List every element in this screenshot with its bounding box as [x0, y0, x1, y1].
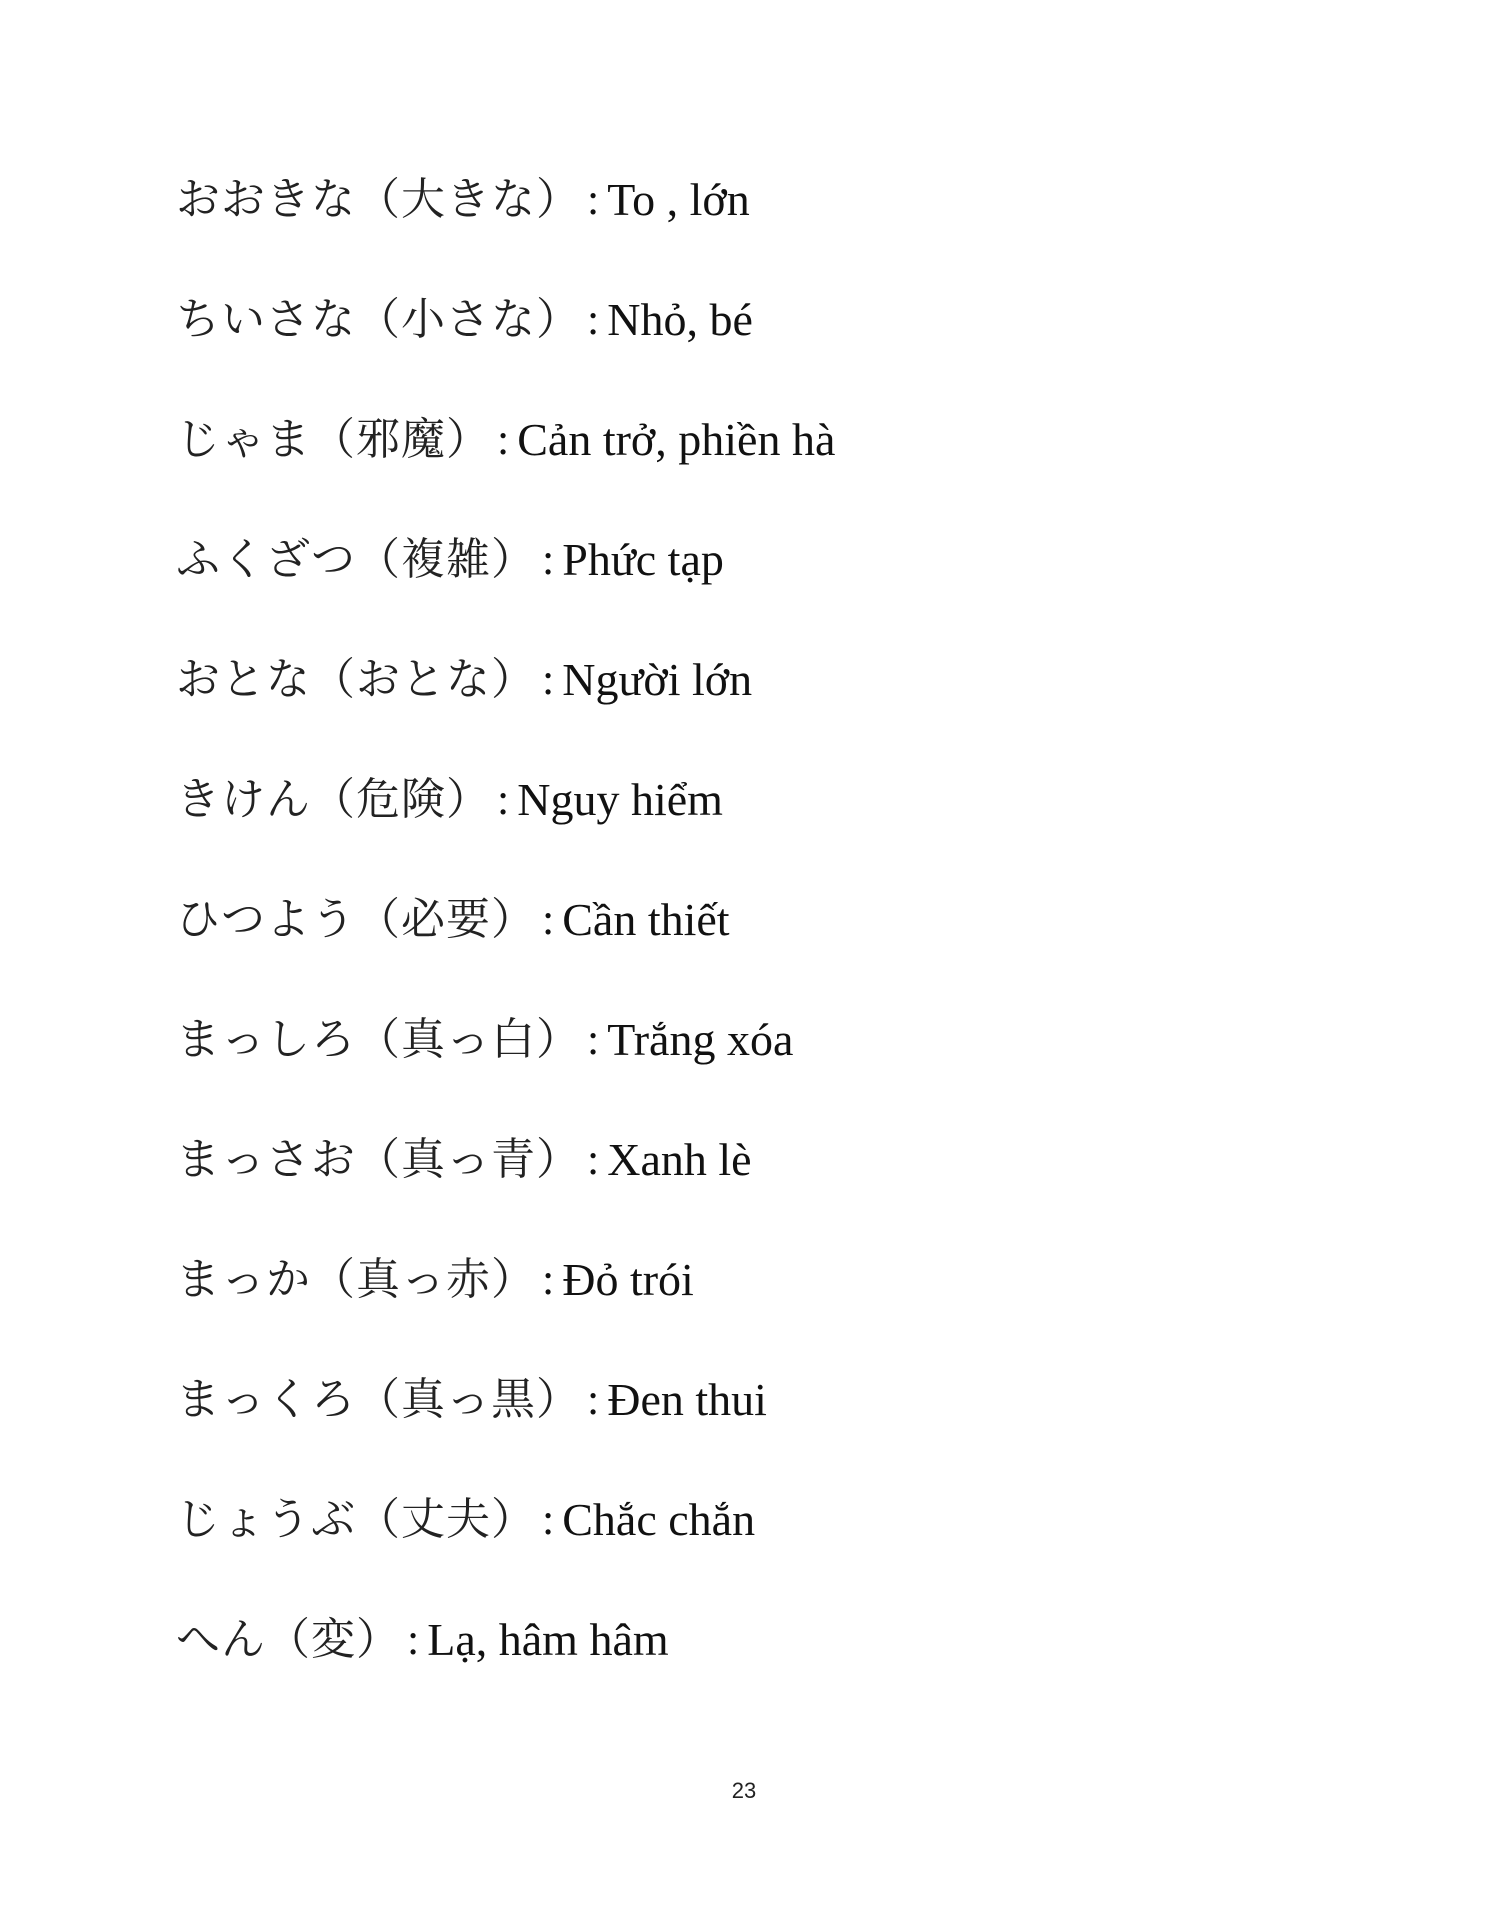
vocab-item — [176, 772, 835, 892]
vietnamese-meaning: Cản trở, phiền hà — [517, 414, 836, 465]
vietnamese-meaning: Trắng xóa — [607, 1014, 794, 1065]
vocab-item — [176, 412, 835, 532]
japanese-term: おとな（おとな） — [176, 654, 536, 705]
separator: : — [587, 1135, 600, 1184]
separator: : — [542, 895, 555, 944]
vocab-item — [176, 892, 835, 1012]
separator: : — [542, 1495, 555, 1544]
separator: : — [542, 535, 555, 584]
japanese-term: ちいさな（小さな） — [176, 294, 581, 345]
separator: : — [587, 175, 600, 224]
vietnamese-meaning: Nguy hiểm — [517, 774, 723, 825]
vietnamese-meaning: Đỏ trói — [562, 1254, 694, 1305]
separator: : — [542, 655, 555, 704]
separator: : — [587, 1375, 600, 1424]
vocabulary-list — [176, 172, 835, 1732]
japanese-term: まっくろ（真っ黒） — [176, 1374, 581, 1425]
japanese-term: まっさお（真っ青） — [176, 1134, 581, 1185]
separator: : — [407, 1615, 420, 1664]
vocab-item — [176, 1372, 835, 1492]
vietnamese-meaning: Lạ, hâm hâm — [427, 1614, 669, 1665]
vietnamese-meaning: Phức tạp — [562, 534, 724, 585]
vocab-item — [176, 1252, 835, 1372]
separator: : — [542, 1255, 555, 1304]
japanese-term: ひつよう（必要） — [176, 894, 536, 945]
vocab-item — [176, 1612, 835, 1732]
vietnamese-meaning: Người lớn — [562, 654, 753, 705]
vocab-item — [176, 1492, 835, 1612]
vietnamese-meaning: Đen thui — [607, 1374, 767, 1425]
vocab-item — [176, 172, 835, 292]
japanese-term: まっしろ（真っ白） — [176, 1014, 581, 1065]
vietnamese-meaning: Chắc chắn — [562, 1494, 756, 1545]
japanese-term: へん（変） — [176, 1614, 401, 1665]
japanese-term: じゃま（邪魔） — [176, 414, 491, 465]
japanese-term: ふくざつ（複雑） — [176, 534, 536, 585]
japanese-term: まっか（真っ赤） — [176, 1254, 536, 1305]
separator: : — [587, 295, 600, 344]
vocab-item — [176, 652, 835, 772]
vocab-item — [176, 532, 835, 652]
vietnamese-meaning: Cần thiết — [562, 894, 730, 945]
vietnamese-meaning: Xanh lè — [607, 1134, 752, 1185]
vietnamese-meaning: To , lớn — [607, 174, 750, 225]
vietnamese-meaning: Nhỏ, bé — [607, 294, 753, 345]
japanese-term: きけん（危険） — [176, 774, 491, 825]
separator: : — [497, 415, 510, 464]
separator: : — [497, 775, 510, 824]
vocab-item — [176, 292, 835, 412]
page-number: 23 — [731, 1778, 757, 1803]
vocab-item — [176, 1132, 835, 1252]
separator: : — [587, 1015, 600, 1064]
japanese-term: じょうぶ（丈夫） — [176, 1494, 536, 1545]
japanese-term: おおきな（大きな） — [176, 174, 581, 225]
vocab-item — [176, 1012, 835, 1132]
